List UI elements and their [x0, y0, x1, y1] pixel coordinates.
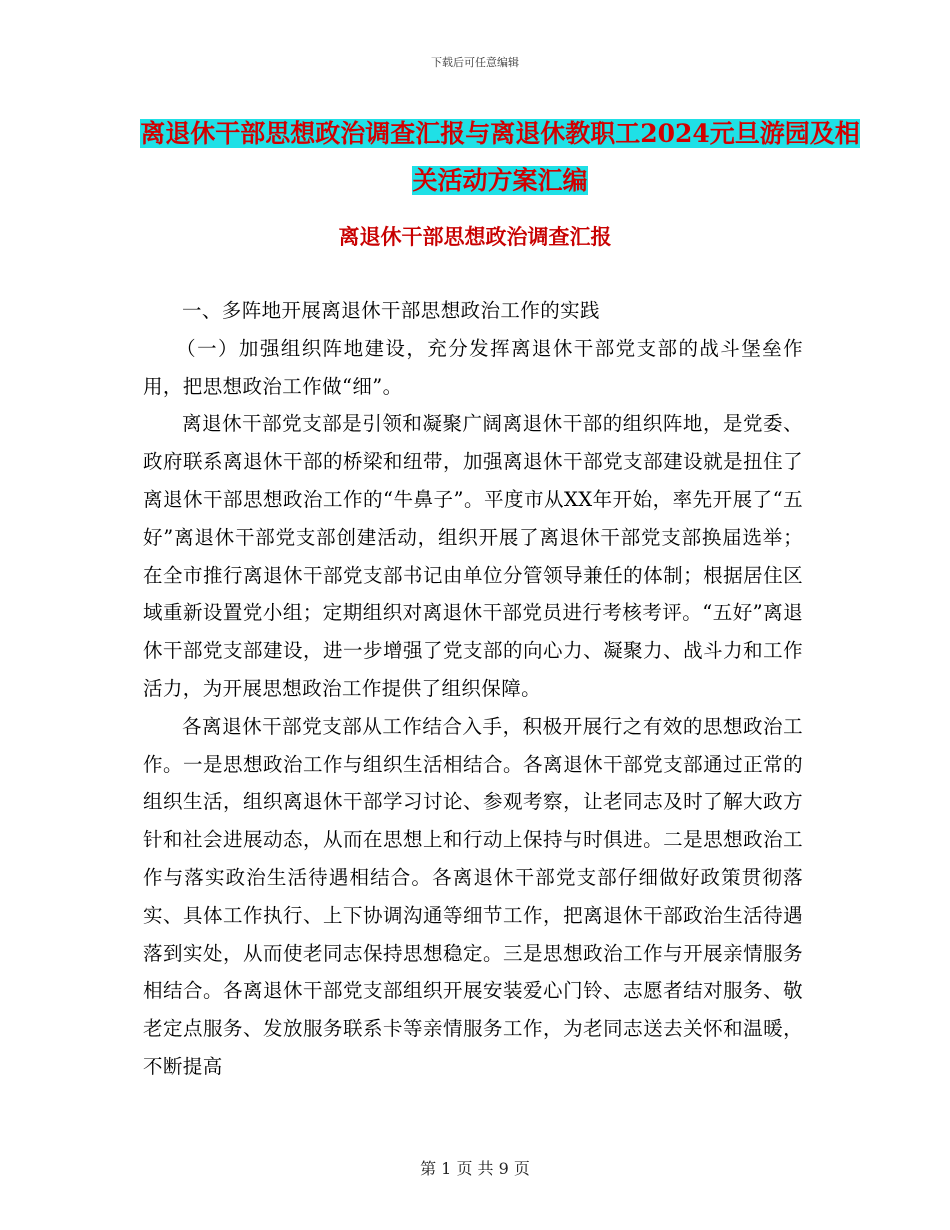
page-footer: 第 1 页 共 9 页 — [420, 1159, 530, 1178]
paragraph-heading-2: （一）加强组织阵地建设，充分发挥离退休干部党支部的战斗堡垒作用，把思想政治工作做“细”。 — [143, 336, 803, 398]
paragraph-heading-1: 一、多阵地开展离退休干部思想政治工作的实践 — [182, 299, 600, 322]
document-title-text: 离退休干部思想政治调查汇报与离退休教职工2024元旦游园及相关活动方案汇编 — [140, 119, 860, 195]
paragraph: 离退休干部党支部是引领和凝聚广阔离退休干部的组织阵地，是党委、政府联系离退休干部的桥梁和纽带，加强离退休干部党支部建设就是扭住了离退休干部思想政治工作的“牛鼻子”。平度市从XX年开始，率先开展了“五好”离退休干部党支部创建活动，组织开展了离退休干部党支部换届选举；在全市推行离退休干部党支部书记由单位分管领导兼任的体制；根据居住区域重新设置党小组；定期组织对离退休干部党员进行考核考评。“五好”离退休干部党支部建设，进一步增强了党支部的向心力、凝聚力、战斗力和工作活力，为开展思想政治工作提供了组织保障。 — [143, 412, 803, 700]
paragraph: 各离退休干部党支部从工作结合入手，积极开展行之有效的思想政治工作。一是思想政治工作与组织生活相结合。各离退休干部党支部通过正常的组织生活，组织离退休干部学习讨论、参观考察，让老同志及时了解大政方针和社会进展动态，从而在思想上和行动上保持与时俱进。二是思想政治工作与落实政治生活待遇相结合。各离退休干部党支部仔细做好政策贯彻落实、具体工作执行、上下协调沟通等细节工作，把离退休干部政治生活待遇落到实处，从而使老同志保持思想稳定。三是思想政治工作与开展亲情服务相结合。各离退休干部党支部组织开展安装爱心门铃、志愿者结对服务、敬老定点服务、发放服务联系卡等亲情服务工作，为老同志送去关怀和温暖，不断提高 — [143, 714, 803, 1078]
header-note: 下载后可任意编辑 — [431, 56, 519, 69]
document-title — [140, 110, 860, 204]
section-title: 离退休干部思想政治调查汇报 — [338, 224, 612, 249]
document-body — [143, 292, 803, 1086]
